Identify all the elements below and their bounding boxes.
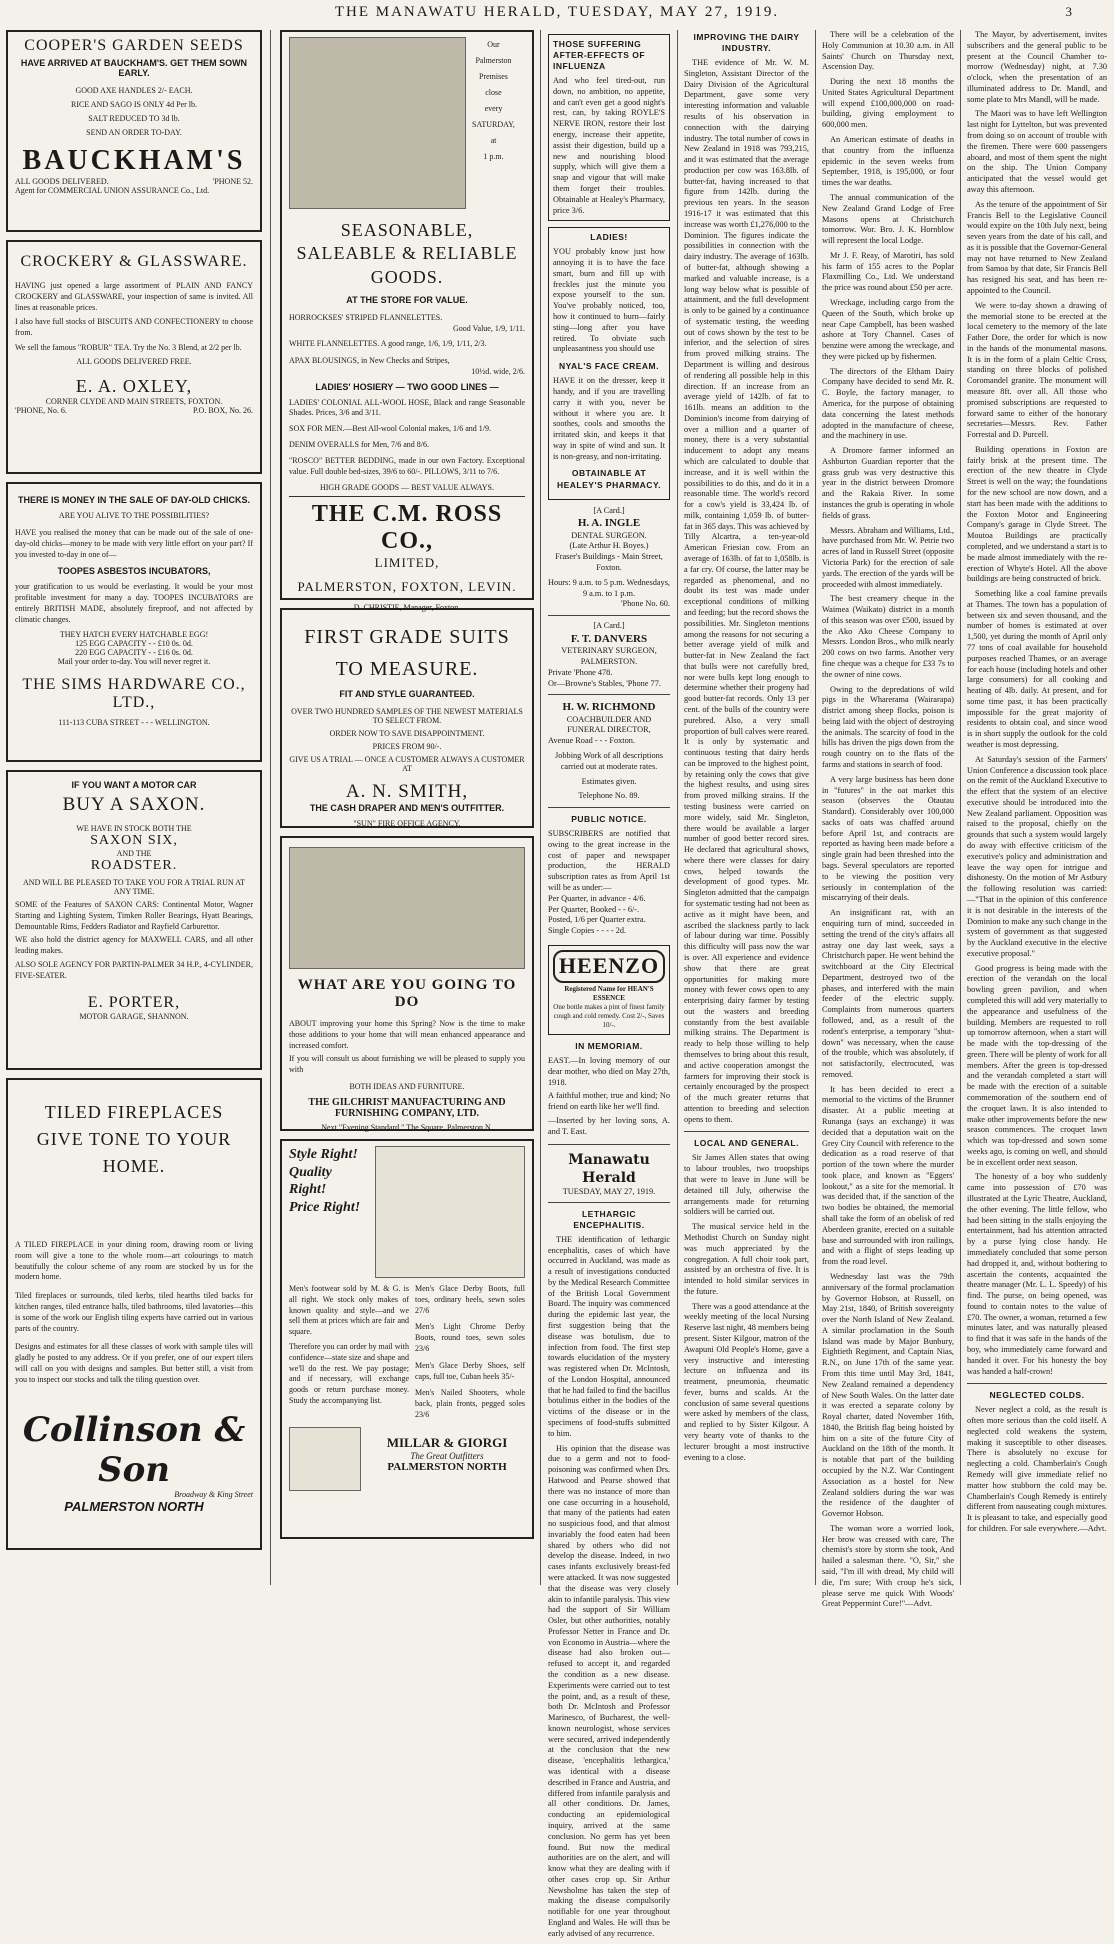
ad-advertiser: A. N. SMITH,	[345, 781, 469, 802]
article-paragraph: His opinion that the disease was due to a germ and not to food-poisoning was confirmed when Drs. Hatwood and Pearse showed that there was no instance of more than one case occurring in a household, that many of the patients had eaten no suspicious food, and that almost invariably the food eaten had been shared by others who did not develop the disease. Indeed, in two cases infants exclusively breast-fed were attacked. It was now suggested that the disease was very closely akin to infantile paralysis. This view had the support of Sir William Osler, but other authorities, notably Professor Netter in France and Dr. von Economo in Austria—where the disease had also broken out—refused to accept it, and regarded the condition as a new disease. Experiments were carried out to test the point, and, as a result of these, both Dr. McIntosh and Professor Marinesco, of Bucharest, the well-known neurologist, whose services were secured, arrived independently at the conclusion that the new disease, 'encephalitis lethargica,' was identical with a disease described in France and Austria, and differed from infantile paralysis and all other conditions. Dr. James, conducting an epidemiological inquiry, arrived at the same conclusion. No germ has yet been found. But now the medical authorities are on the alert, and will know what they are dealing with if other cases crop up. Sir Arthur Newsholme has taken the step of making the disease compulsorily notifiable for one year throughout England and Wales. He will thus be early advised of any recurrence.	[548, 1443, 670, 1938]
card-body: Estimates given.	[581, 776, 637, 786]
ross-header	[289, 37, 525, 209]
ad-subtitle: HAVE ARRIVED AT BAUCKHAM'S. GET THEM SOWN EARLY.	[20, 58, 248, 78]
ad-body: SOME of the Features of SAXON CARS: Continental Motor, Wagner Starting and Lighting System, Timken Roller Bearings, Hyatt Bearings, Demountable Rims, Fedders Radiator and Rayfield Carburettor.	[15, 900, 253, 931]
ad-body: If you will consult us about furnishing we will be pleased to supply you with	[289, 1054, 525, 1075]
hours-line: Our	[487, 40, 500, 49]
masthead-title: THE MANAWATU HERALD, TUESDAY, MAY 27, 1919.	[334, 4, 780, 20]
article-paragraph: The annual communication of the New Zealand Grand Lodge of Free Masons opens at Christchurch tomorrow. Wor. Bro. J. K. Hornblow will represent the local Lodge.	[822, 192, 954, 246]
ad-advertiser: E. A. OXLEY,	[75, 375, 193, 396]
masthead	[0, 4, 1114, 21]
bauckham-ad	[6, 30, 262, 232]
ad-address: MOTOR GARAGE, SHANNON.	[79, 1011, 189, 1021]
article-paragraph: Mr J. F. Reay, of Marotiri, has sold his farm of 155 acres to the Poplar Flaxmilling Co., Ltd. We understand the price was round about £50 per acre.	[822, 250, 954, 293]
article-title: NEGLECTED COLDS.	[989, 1390, 1085, 1401]
ad-body: WE also hold the district agency for MAXWELL CARS, and all other leading makes.	[15, 935, 253, 956]
ad-line: SALT REDUCED TO 3d lb.	[88, 114, 180, 123]
ad-town: PALMERSTON NORTH	[387, 1460, 507, 1473]
ad-box: P.O. BOX, No. 26.	[192, 405, 253, 415]
logo-town: PALMERSTON NORTH	[64, 1498, 204, 1514]
ad-advertiser: MILLAR & GIORGI	[386, 1434, 508, 1450]
column-rule	[960, 30, 961, 1585]
column-rule	[540, 30, 541, 1585]
card-role: DENTAL SURGEON.	[571, 530, 647, 540]
ad-manager: D. CHRISTIE, Manager, Foxton.	[353, 603, 461, 613]
column-2	[280, 30, 534, 1547]
richmond-card	[548, 700, 670, 802]
public-notice	[548, 814, 670, 937]
article-paragraph: Sir James Allen states that owing to labour troubles, two troopships that were to leave in June will be detained till July, otherwise the arrangements made for returning soldiers will be carried out.	[684, 1153, 809, 1217]
smith-ad	[280, 608, 534, 828]
ad-title: WHAT ARE YOU GOING TO DO	[297, 977, 517, 1010]
article-title: IMPROVING THE DAIRY INDUSTRY.	[693, 32, 800, 54]
article-paragraph: The woman wore a worried look, Her brow was creased with care, The chemist's store by storm she took, And hailed a salesman there. "O, Sir," she said, "I'm ill with dread, My child will die, I'm sure; With croup he's sick, please serve me quick With Woods' Great Peppermint Cure!"—Advt.	[822, 1523, 954, 1609]
ad-body: PRICES FROM 90/-.	[372, 742, 442, 751]
furniture-illustration-image	[289, 847, 525, 969]
ad-tagline: The Great Outfitters	[410, 1450, 484, 1461]
ad-body: I also have full stocks of BISCUITS AND CONFECTIONERY to choose from.	[15, 317, 253, 338]
divider	[548, 615, 670, 616]
millar-body	[289, 1284, 525, 1421]
article-paragraph: The Mayor, by advertisement, invites subscribers and the general public to be present at the Council Chamber to-morrow (Wednesday) night, at 7.30 o'clock, when the presentation of an illuminated address to Dr. Mandl, and some plate to Mrs Mandl, will be made.	[967, 30, 1107, 104]
article-paragraph: The musical service held in the Methodist Church on Sunday night was much appreciated by the congregation. A full choir took part, assisted by an orchestra of five. It is intended to hold similar services in the future.	[684, 1222, 809, 1296]
ad-advertiser: E. PORTER,	[87, 993, 181, 1011]
memoriam-body: EAST.—In loving memory of our dear mother, who died on May 27th, 1918.	[548, 1056, 670, 1087]
article-paragraph: An insignificant rat, with an enquiring turn of mind, succeeded in setting the trend of the city's affairs all astray one day last week, says a Christchurch paper. He went behind the switchboard at the City Electrical Department, destroyed two of the phases, and interfered with the main feeder of the electric supply. Complaints from numerous quarters followed, and, as a result of the rodent's enterprise, a temporary "shut-down" was necessary, when the cause of the trouble, which was absolutely, if not satisfactorily, electrocuted, was removed.	[822, 908, 954, 1079]
column-rule	[270, 30, 271, 1585]
ingle-card	[548, 506, 670, 611]
millar-prices	[415, 1284, 525, 1421]
price-item: Men's Nailed Shooters, whole back, plain fronts, pegged soles 23/6	[415, 1388, 525, 1419]
card-name: H. A. INGLE	[577, 517, 641, 530]
ad-title: LADIES!	[590, 232, 628, 243]
article-paragraph: The directors of the Eltham Dairy Company have decided to send Mr. R. C. Boyle, the factory manager, to America, for the purpose of obtaining data concerning the latest methods adopted in the manufacture of cheese, and the machinery in use.	[822, 366, 954, 441]
article-paragraph: An American estimate of deaths in that country from the influenza epidemic in the seven weeks from September, 1918, is 195,000, or four times the war deaths.	[822, 135, 954, 188]
ad-item: DENIM OVERALLS for Men, 7/6 and 8/6.	[289, 439, 429, 449]
divider	[967, 1383, 1107, 1384]
card-name: F. T. DANVERS	[570, 632, 648, 645]
ad-body: BOTH IDEAS AND FURNITURE.	[349, 1081, 465, 1091]
ad-footer	[15, 177, 253, 186]
card-role: VETERINARY SURGEON, PALMERSTON.	[561, 646, 657, 666]
ad-body: Tiled fireplaces or surrounds, tiled kerbs, tiled hearths tiled backs for kitchen ranges, tiled entrance halls, tiled bathrooms, tiled lavatories—this is some of the work our English tiling experts have carried out in various parts of the country.	[15, 1291, 253, 1333]
article-paragraph: A very large business has been done in "futures" in the oat market this season (observes the Otautau Standard). Considerably over 100,000 sacks of oats was chaffed around before April 1st, and contracts are reported as having been made before a single grain had been threshed into the bags. Several speculators are reported to be viewing the position very seriously in contemplation of the miscarrying of their deals.	[822, 774, 954, 903]
ad-body: YOU probably know just how annoying it is to have the face smart, burn and fill up with freckles just the minute you expose yourself to the sun. You've probably noticed, too, how it continued to burn—fairly sting—long after you have retired. To obviate such unpleasantness you should use	[553, 247, 665, 354]
article-paragraph: Messrs. Abraham and Williams, Ltd., have purchased from Mr. W. Petrie two acres of land in Russell Street (opposite Victoria Park) for the erection of sale yards. The erection of the yards will be proceeded with almost immediately.	[822, 525, 954, 589]
article-paragraph: There will be a celebration of the Holy Communion at 10.30 a.m. in All Saints' Church on Thursday next, Ascension Day.	[822, 30, 954, 72]
card-address: Avenue Road - - - Foxton.	[548, 736, 635, 746]
hours-line: at	[490, 136, 497, 145]
ad-title: BUY A SAXON.	[62, 794, 206, 815]
ad-advertiser: THE SIMS HARDWARE CO., LTD.,	[22, 675, 246, 711]
danvers-card	[548, 621, 670, 689]
ad-body: THEY HATCH EVERY HATCHABLE EGG!	[59, 629, 209, 639]
hours-line: every	[484, 104, 503, 113]
ross-hours	[472, 37, 515, 209]
column-rule	[677, 30, 678, 1585]
ad-delivery: ALL GOODS DELIVERED.	[15, 177, 109, 186]
ad-body: AND WILL BE PLEASED TO TAKE YOU FOR A TRIAL RUN AT ANY TIME.	[23, 878, 245, 896]
ad-body: Designs and estimates for all these classes of work with sample tiles will gladly be posted to any address. Or if you prefer, one of our expert tilers will call on you with designs and samples. But better still, a visit from you to inspect our stocks and talk the tiling question over.	[15, 1342, 253, 1384]
card-phone: Private 'Phone 478.	[548, 667, 613, 677]
ad-subtitle: AT THE STORE FOR VALUE.	[346, 295, 468, 306]
ad-body: ALL GOODS DELIVERED FREE.	[76, 356, 192, 366]
ad-body: ALSO SOLE AGENCY FOR PARTIN-PALMER 34 H.P., 4-CYLINDER, FIVE-SEATER.	[15, 959, 253, 980]
ad-phone: 'PHONE, No. 6.	[15, 405, 67, 415]
ad-address: Next "Evening Standard," The Square, Palmerston N.	[321, 1122, 493, 1132]
article-paragraph: Never neglect a cold, as the result is often more serious than the cold itself. A neglected cold weakens the system, making it susceptible to other diseases. There is absolutely no excuse for neglecting a cold. Chamberlain's Cough Remedy will give immediate relief no matter how stubborn the cold may be. Chamberlain's Cough Remedy is entirely different from nauseating cough mixtures. It is pleasant to take, and especially good for children. For sale everywhere.—Advt.	[967, 1405, 1107, 1533]
ad-price: 220 EGG CAPACITY - - £16 0s. 0d.	[75, 647, 193, 657]
card-phone: 'Phone No. 60.	[621, 599, 670, 609]
notice-title: PUBLIC NOTICE.	[571, 814, 647, 825]
ad-item: HORROCKSES' STRIPED FLANNELETTES.	[289, 313, 443, 323]
ad-title: SEASONABLE, SALEABLE & RELIABLE GOODS.	[296, 220, 518, 287]
article-paragraph: Wreckage, including cargo from the Queen of the South, which broke up near Cape Campbell, has been washed ashore at Tory Channel. Cases of benzine were among the wreckage, and they were picked up by fishermen.	[822, 297, 954, 361]
card-phone: Or—Browne's Stables, 'Phone 77.	[548, 678, 661, 688]
nyal-ad	[548, 227, 670, 499]
notice-rate: Per Quarter, in advance - 4/6.	[548, 893, 646, 903]
article-paragraph: THE identification of lethargic encephalitis, cases of which have occurred in Auckland, was made as a result of investigations conducted by the Medical Research Committee of the British Local Government Board. The inquiry was commenced during the epidemic last year, the first suggestion being that the disease was botulism, due to infection from food. The first step towards elucidation of the mystery was registered when Dr. McIntosh, of the London Hospital, announced that he had failed to find the bacillus botulinus either in the bodies of the victims of the disease or in the specimens of food-stuffs submitted to him.	[548, 1234, 670, 1438]
article-paragraph: Something like a coal famine prevails at Thames. The town has a population of between six and seven thousand, and the number of homes is estimated at over 1,500, yet during the month of April only 77 tons of coal available for household purposes reached Thames, or an average for each house (including hotels and other large consumers) for all cooking and heating of 4lb. daily. At present, and for some time past, it has been practically impossible for the great majority of residents to obtain coal, and since wood is in short supply the outlook for the cold weather is most depressing.	[967, 589, 1107, 749]
ad-heading: NYAL'S FACE CREAM.	[559, 361, 659, 372]
ad-item: HIGH GRADE GOODS — BEST VALUE ALWAYS.	[319, 483, 494, 493]
heenzo-logo: HEENZO	[553, 950, 665, 983]
slogan: Style Right!	[289, 1147, 358, 1162]
ad-item: APAX BLOUSINGS, in New Checks and Stripes,	[289, 355, 450, 365]
card-name: H. W. RICHMOND	[562, 701, 656, 714]
notice-rate: Single Copies - - - - 2d.	[548, 926, 627, 936]
hours-line: Premises	[479, 72, 508, 81]
ad-advertiser: THE C.M. ROSS CO.,	[311, 501, 503, 555]
ad-body: SAXON SIX,	[90, 833, 178, 848]
ad-body: Men's footwear sold by M. & G. is all right. We stock only makes of known quality and style—and we sell them at prices which are fair and square.	[289, 1284, 409, 1337]
divider	[548, 1144, 670, 1145]
slogan: Quality Right!	[289, 1164, 332, 1197]
card-hours: Hours: 9 a.m. to 5 p.m. Wednesdays, 9 a.m. to 1 p.m.	[548, 577, 671, 598]
article-paragraph: The best creamery cheque in the Waimea (Waikato) district in a month of this season was over £500, issued by the Ako Ako Cheese Company to Messrs. London Bros., who milk nearly 200 cows on two farms. Another very fine cheque was a cheque for £33 7s to the owner of nine cows.	[822, 594, 954, 679]
gilchrist-ad	[280, 836, 534, 1131]
article-paragraph: Wednesday last was the 79th anniversary of the formal proclamation by Governor Hobson, at Russell, on May 21st, 1840, of British sovereignty over the North Island of New Zealand. A similar proclamation in the South Island was made by Major Bunbury, Eightieth Regiment, and Captain Nias, R.N., on June 17th of the same year. From this time until May 3rd, 1841, New Zealand remained a dependency of New South Wales. On the latter date it was erected a separate colony by Royal charter, dated November 16th, 1840, the British flag being hoisted by him on a site of the future City of Auckland on the 18th of the month. It is notable that part of the building occupied by the N.Z. War Contingent Association as a hostel for New Zealand soldiers during the war was the residence of the daughter of Governor Hobson.	[822, 1271, 954, 1519]
ad-address: CORNER CLYDE AND MAIN STREETS, FOXTON.	[45, 396, 223, 406]
ad-tagline: THE CASH DRAPER AND MEN'S OUTFITTER.	[309, 803, 505, 813]
ad-subtitle: FIT AND STYLE GUARANTEED.	[339, 689, 475, 699]
article-paragraph: During the next 18 months the United States Agricultural Department will expend £100,000,000 on road-building, giving employment to 600,000 men.	[822, 77, 954, 130]
millar-header	[289, 1146, 525, 1278]
ad-advertiser: THE GILCHRIST MANUFACTURING AND FURNISHING COMPANY, LTD.	[308, 1096, 506, 1119]
ad-item: SOX FOR MEN.—Best All-wool Colonial makes, 1/6 and 1/9.	[289, 424, 491, 434]
article-paragraph: It has been decided to erect a memorial to the victims of the Brunner disaster. At a public meeting at Runanga (says an exchange) it was decided that a deputation wait on the Grey City Council with reference to the dedication as a road reserve of that portion of the town where the murder took place, and known as "Eggers' lookout," as a site for the memorial. It was decided that, if the sanction of the two bodies be obtained, the memorial shall take the form of an obelisk of red Aberdeen granite, erected on a suitable base and surrounded with iron railings, and with a flight of steps leading up from the road level.	[822, 1084, 954, 1267]
slogan: Price Right!	[289, 1199, 361, 1215]
ad-title: TILED FIREPLACES GIVE TONE TO YOUR HOME.	[36, 1102, 232, 1176]
divider	[548, 807, 670, 808]
millar-signature	[369, 1427, 525, 1491]
ad-title: COOPER'S GARDEN SEEDS	[24, 37, 244, 54]
herald-date: TUESDAY, MAY 27, 1919.	[562, 1186, 656, 1196]
ad-agent: Agent for COMMERCIAL UNION ASSURANCE Co., Ltd.	[15, 186, 210, 195]
ad-price: 125 EGG CAPACITY - - £10 0s. 0d.	[75, 638, 193, 648]
boot-illustration-image	[289, 1427, 361, 1491]
collinson-ad	[6, 1078, 262, 1550]
ad-towns: PALMERSTON, FOXTON, LEVIN.	[297, 579, 517, 595]
ad-line: GOOD AXE HANDLES 2/- EACH.	[75, 86, 193, 95]
seated-man-illustration-image	[375, 1146, 525, 1278]
ad-title: THOSE SUFFERING AFTER-EFFECTS OF INFLUENZA	[553, 39, 646, 72]
ad-advertiser-ltd: LIMITED,	[374, 555, 440, 571]
ad-line: RICE AND SAGO IS ONLY 4d Per lb.	[70, 100, 197, 109]
ad-body: OVER TWO HUNDRED SAMPLES OF THE NEWEST MATERIALS TO SELECT FROM.	[291, 707, 523, 725]
column-5	[822, 30, 954, 1614]
card-body: Telephone No. 89.	[578, 791, 640, 801]
article-paragraph: Building operations in Foxton are fairly brisk at the present time. The erection of the new theatre in Clyde Street is well on the way; the foundations for the new school are now down, and a start has been made with the additions to the Foxton Motor and Engineering Company's garage in Clyde Street. The Moutoa Buildings are practically completed, and we understand a start is to be made almost immediately with the re-erection of Whyte's Hotel. All the above buildings are being constructed of brick.	[967, 444, 1107, 584]
ad-body: ROADSTER.	[90, 858, 178, 873]
article-paragraph: At Saturday's session of the Farmers' Union Conference a discussion took place on the remit of the Auckland Executive to the effect that the system of an elective executive should be introduced into the New Zealand parliament. Opposition was raised to the proposal, chiefly on the grounds that such a system would largely do away with effective criticism of the executive's policy and administration and leave the way open for intrigue and dishonesty. On the motion of Mr Astbury the following resolution was carried:—"That in the opinion of this conference it is not desirable in the interests of the Dominion to make any such change in the system of government as that suggested by the Auckland executive in the elective executive proposal."	[967, 754, 1107, 958]
price-item: Men's Light Chrome Derby Boots, round toes, sewn soles 23/6	[415, 1322, 525, 1353]
ad-title: CROCKERY & GLASSWARE.	[20, 253, 248, 270]
logo-street: Broadway & King Street	[174, 1489, 253, 1499]
heenzo-body: One bottle makes a pint of finest family cough and cold remedy. Cost 2/-, Saves 10/-.	[553, 1002, 665, 1029]
article-paragraph: As the tenure of the appointment of Sir Francis Bell to the Legislative Council would expire on the 10th July next, being seven years from the date of his call, and as it is possible that the Governor-General may not have returned to New Zealand from Samoa by that date, Sir Francis Bell has resigned his seat, and has been re-appointed to the Council.	[967, 199, 1107, 295]
store-illustration-image	[289, 37, 466, 209]
column-4	[684, 30, 809, 1467]
ad-body: HAVING just opened a large assortment of PLAIN AND FANCY CROCKERY and GLASSWARE, your inspection of same is invited. All lines at reasonable prices.	[15, 281, 253, 312]
ad-phone: 'PHONE 52.	[212, 177, 253, 186]
column-1	[6, 30, 262, 1558]
ad-item-heading: LADIES' HOSIERY — TWO GOOD LINES —	[315, 381, 499, 392]
card-late: (Late Arthur H. Boyes.)	[569, 541, 649, 551]
slogans	[289, 1146, 369, 1278]
article-paragraph: We were to-day shown a drawing of the memorial stone to be erected at the local cemetery to the memory of the late Father Dore, the order for which is now in the hands of the monumental masons. It is in the form of a plain Celtic Cross, standing on three blocks of polished Coromandel granite. The monument will measure 8ft. over all. All those who promised subscriptions are requested to forward same to either of the honorary secretaries—Messrs. Rev. Father Forrestal and D. Purcell.	[967, 300, 1107, 440]
notice-body: SUBSCRIBERS are notified that owing to the great increase in the cost of paper and newspaper production, the HERALD subscription rates as from April 1st will be as under:—	[548, 829, 670, 893]
ad-heading: TOOPES ASBESTOS INCUBATORS,	[57, 566, 211, 577]
ad-line: SEND AN ORDER TO-DAY.	[86, 128, 182, 137]
memoriam-verse: A faithful mother, true and kind; No friend on earth like her we'll find.	[548, 1091, 670, 1112]
ad-agency: "SUN" FIRE OFFICE AGENCY.	[353, 819, 461, 828]
ad-item: LADIES' COLONIAL ALL-WOOL HOSE, Black and range Seasonable Shades. Prices, 3/6 and 3/11.	[289, 397, 525, 418]
article-paragraph: The honesty of a boy who suddenly came into possession of £70 was illustrated at the Lyric Theatre, Auckland, the other evening. The little fellow, who had been sitting in the stalls enjoying the entertainment, had his attention attracted by a purse lying close handy. He immediately concluded that some person had dropped it, and, without bothering to ascertain the contents, acquainted the theatre manager (Mr. L. L. Speedy) of his find. The purse, on being opened, was found to contain notes to the value of £70. The owner, a woman, returned a few minutes later, and was naturally pleased to find that it was safe in the hands of the boy, who immediately came forward and handed it over. For his honesty the boy was handed a half-crown!	[967, 1172, 1107, 1376]
ad-pre: IF YOU WANT A MOTOR CAR	[71, 780, 197, 790]
article-paragraph: Good progress is being made with the erection of the verandah on the local bowling green pavilion, and when completed this will add very materially to the appearance and usefulness of the building. Members are requested to roll up tomorrow afternoon, when a start will be made with the top-dressing of the green. There will be plenty of work for all members. After the green is top-dressed and the verandah completed a start will be made with the erection of a suitable commemoration of the southern end of the croquet lawn. It is also intended to make other improvements before the new season commences. The croquet lawn which was top-dressed and sown some weeks ago, is coming on well, and should be in excellent order next season.	[967, 963, 1107, 1167]
ad-item: "ROSCO" BETTER BEDDING, made in our own Factory. Exceptional value. Full double bed-sizes, 39/6 to 60/-. PILLOWS, 3/11 to 7/6.	[289, 455, 525, 476]
hours-line: close	[485, 88, 502, 97]
millar-copy	[289, 1284, 409, 1421]
ad-body: A TILED FIREPLACE in your dining room, drawing room or living room will give a tone to the whole room—art colourings to match beautifully the colour scheme of any room are stocked by us for the modern home.	[15, 1240, 253, 1282]
article-title: LETHARGIC ENCEPHALITIS.	[573, 1208, 645, 1230]
ad-body: And who feel tired-out, run down, no ambition, no appetite, and can't even get a good night's rest, can, by taking ROYLE'S NERVE IRON, restore their lost energy, increase their appetite, assist their digestion, build up a new and nourishing blood supply, which will give them a snap and vigour that will make them forget their troubles. Obtainable at Healey's Pharmacy, price 3/6.	[553, 76, 665, 215]
ad-body: ABOUT improving your home this Spring? Now is the time to make those additions to your home that will mean enhanced appearance and increased comfort.	[289, 1019, 525, 1050]
oxley-ad	[6, 240, 262, 474]
divider	[684, 1131, 809, 1132]
porter-ad	[6, 770, 262, 1070]
article-paragraph: A Dromore farmer informed an Ashburton Guardian reporter that the grass grub was very destructive this year in the district between Dromore and the Rakaia River. In some instances the grub is operating in whole fields of grass.	[822, 446, 954, 520]
notice-rate: Per Quarter, Booked - - 6/-.	[548, 904, 640, 914]
memoriam-title: IN MEMORIAM.	[575, 1040, 643, 1051]
ross-ad	[280, 30, 534, 613]
ad-title: FIRST GRADE SUITS TO MEASURE.	[304, 626, 510, 680]
ad-heading: OBTAINABLE AT HEALEY'S PHARMACY.	[556, 468, 662, 490]
ad-question: ARE YOU ALIVE TO THE POSSIBILITIES?	[58, 511, 210, 520]
heenzo-ad	[548, 945, 670, 1035]
column-rule	[815, 30, 816, 1585]
royle-ad	[548, 34, 670, 221]
page-number: 3	[1065, 4, 1074, 19]
article-title: LOCAL AND GENERAL.	[694, 1138, 799, 1149]
ad-body: Mail your order to-day. You will never regret it.	[57, 656, 211, 666]
ad-footer	[15, 406, 253, 415]
in-memoriam	[548, 1041, 670, 1138]
ad-item-price: Good Value, 1/9, 1/11.	[453, 323, 525, 333]
hours-line: Palmerston	[475, 56, 512, 65]
card-role: COACHBUILDER AND FUNERAL DIRECTOR,	[566, 714, 652, 735]
ad-body: WE HAVE IN STOCK BOTH THE	[76, 824, 192, 833]
ad-title: THERE IS MONEY IN THE SALE OF DAY-OLD CHICKS.	[17, 495, 251, 505]
ad-address: 111-113 CUBA STREET - - - WELLINGTON.	[58, 717, 210, 727]
ad-body: Therefore you can order by mail with confidence—state size and shape and we'll do the rest. We pay postage; and if necessary, will exchange goods or return purchase money. Study the accompanying list.	[289, 1341, 409, 1405]
article-paragraph: There was a good attendance at the weekly meeting of the local Nursing Reserve last night, 48 members being present. Sister Kilgour, matron of the Awapuni Old People's Home, gave a very instructive and interesting lecture on influenza and its treatment, pneumonia, rheumatic fever, burns and scalds. At the conclusion of same several questions were asked by members of the class, and replied to by Sister Kilgour. A very hearty vote of thanks to the lecturer brought a most instructive evening to a close.	[684, 1301, 809, 1462]
divider	[289, 496, 525, 497]
ad-body: GIVE US A TRIAL — ONCE A CUSTOMER ALWAYS A CUSTOMER AT	[289, 755, 525, 773]
ad-body: We sell the famous "ROBUR" TEA. Try the No. 3 Blend, at 2/2 per lb.	[15, 342, 242, 352]
ad-brand: BAUCKHAM'S	[22, 145, 246, 176]
column-3	[548, 30, 670, 1944]
price-item: Men's Glace Derby Shoes, self caps, full toe, Cuban heels 35/-	[415, 1360, 525, 1381]
ad-body: HAVE you realised the money that can be made out of the sale of one-day-old chicks—money to be made with very little effort on your part? If you invested to-day in one of—	[15, 528, 253, 559]
hours-line: 1 p.m.	[483, 152, 504, 161]
herald-nameplate: Manawatu Herald	[568, 1151, 650, 1186]
divider	[548, 1202, 670, 1203]
column-6	[967, 30, 1107, 1539]
card-address: Fraser's Buildings - Main Street, Foxton.	[555, 552, 663, 572]
card-body: Jobbing Work of all descriptions carried out at moderate rates.	[555, 750, 663, 771]
price-item: Men's Glace Derby Boots, full toes, ordinary heels, sewn soles 27/6	[415, 1284, 525, 1315]
heenzo-sub: Registered Name for HEAN'S ESSENCE	[564, 984, 654, 1002]
ad-body: ORDER NOW TO SAVE DISAPPOINTMENT.	[329, 729, 485, 738]
ad-body: HAVE it on the dresser, keep it handy, and if you are travelling carry it with you, never be without it where you are. It soothes, cools and smooths the irritated skin, and keeps it that way in spite of wind and sun. It is non-greasy, and non-irritating.	[553, 376, 665, 461]
article-paragraph: THE evidence of Mr. W. M. Singleton, Assistant Director of the Dairy Division of the Agricultural Department, gave some very interesting information and valuable results of his observation in connection with the dairying industry. The total number of cows in New Zealand in 1918 was 793,215, and it was estimated that the average production per cow was 163.8lb. of butter-fat, having increased to that figure from 142lb. during the previous ten years. In the season 1916-17 it was estimated that this increase was worth £1,276,000 to the Dominion. The figures indicate the possibilities in connection with the dairy industry. The average of 163lb. of butter-fat, although showing a marked and valuable increase, is a long way below what is possible of attainment, and the full development is only to be gained by a continuance of systematic testing, the weeding out of cows shown by the test to be inferior, and the selection of sires from proved milking strains. The Department is willing and desirous of rendering all possible help in this direction. If an increase from an average yield of 142lb. of fat to 161lb. means an addition to the Dominion's income from dairying of over a million and a quarter of money, there is a very substantial inducement to adopt any means which are calculated to double that increase, and it is well within the possibilities to do this, and do it in a reasonable time. The world's record for a cow's yield is 33,424 lb. of milk, containing 1,059 lb. of butter-fat in 365 days. This was achieved by Tilly Alcartra, a ten-year-old American Friesian cow. From an average of 163lb. of fat to 1,058lb. is a far cry. Of course, the latter may be regarded as phenomenal, and no doubt its test was made under exceptional conditions of milking and feeding; but the record shows the possibilities. Mr. Singleton mentions among the reasons for not securing a better average yield of milk and butter-fat in New Zealand the fact that bulls were not carefully bred, nor were bulls kept long enough to determine whether their progeny had good butter-fat records. Only 13 per cent. of the bulls of the country were purebred. Also, a very small proportion of bull calves were reared. It is only by systematic and continuous testing that dairy herds can be improved to the highest point, by retaining only the cows that give the highest results, and using sires from proved milking strains. If the testing business were carried on more widely, said Mr. Singleton, there would be available a larger number of good better record sires. He declared that agricultural shows, where there were classes for dairy cows, helped towards the development of good types. Mr. Singleton admitted that the campaign for systematic testing had not been as active as it might have been, and ascribed the slackness partly to lack of labour during war time. Possibly this difficulty will pass now the war is over. All experience and evidence show that there are great opportunities for making more money with fewer cows open to any enterprising dairy farmer by testing out the wasters and breeding constantly from the best available milking strains. The Department is ready to help those willing to help themselves to bring about this result, and active cooperation amongst the farmers for improving their stock is certainly encouraged by the prospect of the much greater returns that attention to breeding and selection opens to them.	[684, 58, 809, 1124]
ad-item: WHITE FLANNELETTES. A good range, 1/6, 1/9, 1/11, 2/3.	[289, 338, 487, 348]
memoriam-signature: —Inserted by her loving sons, A. and T. East.	[548, 1115, 670, 1136]
hours-line: SATURDAY,	[472, 120, 515, 129]
card-label: [A Card.]	[593, 505, 625, 515]
divider	[548, 694, 670, 695]
millar-giorgi-ad	[280, 1139, 534, 1539]
card-label: [A Card.]	[593, 621, 625, 631]
ad-item-price: 10½d. wide, 2/6.	[471, 366, 525, 376]
ad-body: AND THE	[116, 849, 152, 858]
ad-body: your gratification to us would be everlasting. It would be your most profitable investment for many a day. TOOPES INCUBATORS are entirely BRITISH MADE, absolutely fireproof, and not affected by climatic changes.	[15, 582, 253, 624]
millar-footer	[289, 1427, 525, 1491]
sims-ad	[6, 482, 262, 762]
article-paragraph: Owing to the depredations of wild pigs in the Wharerama (Wairarapa) district among sheep flocks, poison is being laid with the object of destroying the animals. The scarcity of food in the hills has driven the pigs down from the rough country on to the flats of the farms and stations in search of food.	[822, 684, 954, 769]
collinson-logo: Collinson & Son	[22, 1409, 246, 1490]
article-paragraph: The Maori was to have left Wellington last night for Lyttelton, but was prevented from doing so on account of trouble with the firemen. There were 600 passengers aboard, and most of them spent the night on the ship. The Union Company anticipated that the vessel would get away this afternoon.	[967, 109, 1107, 194]
notice-rate: Posted, 1/6 per Quarter extra.	[548, 915, 646, 925]
